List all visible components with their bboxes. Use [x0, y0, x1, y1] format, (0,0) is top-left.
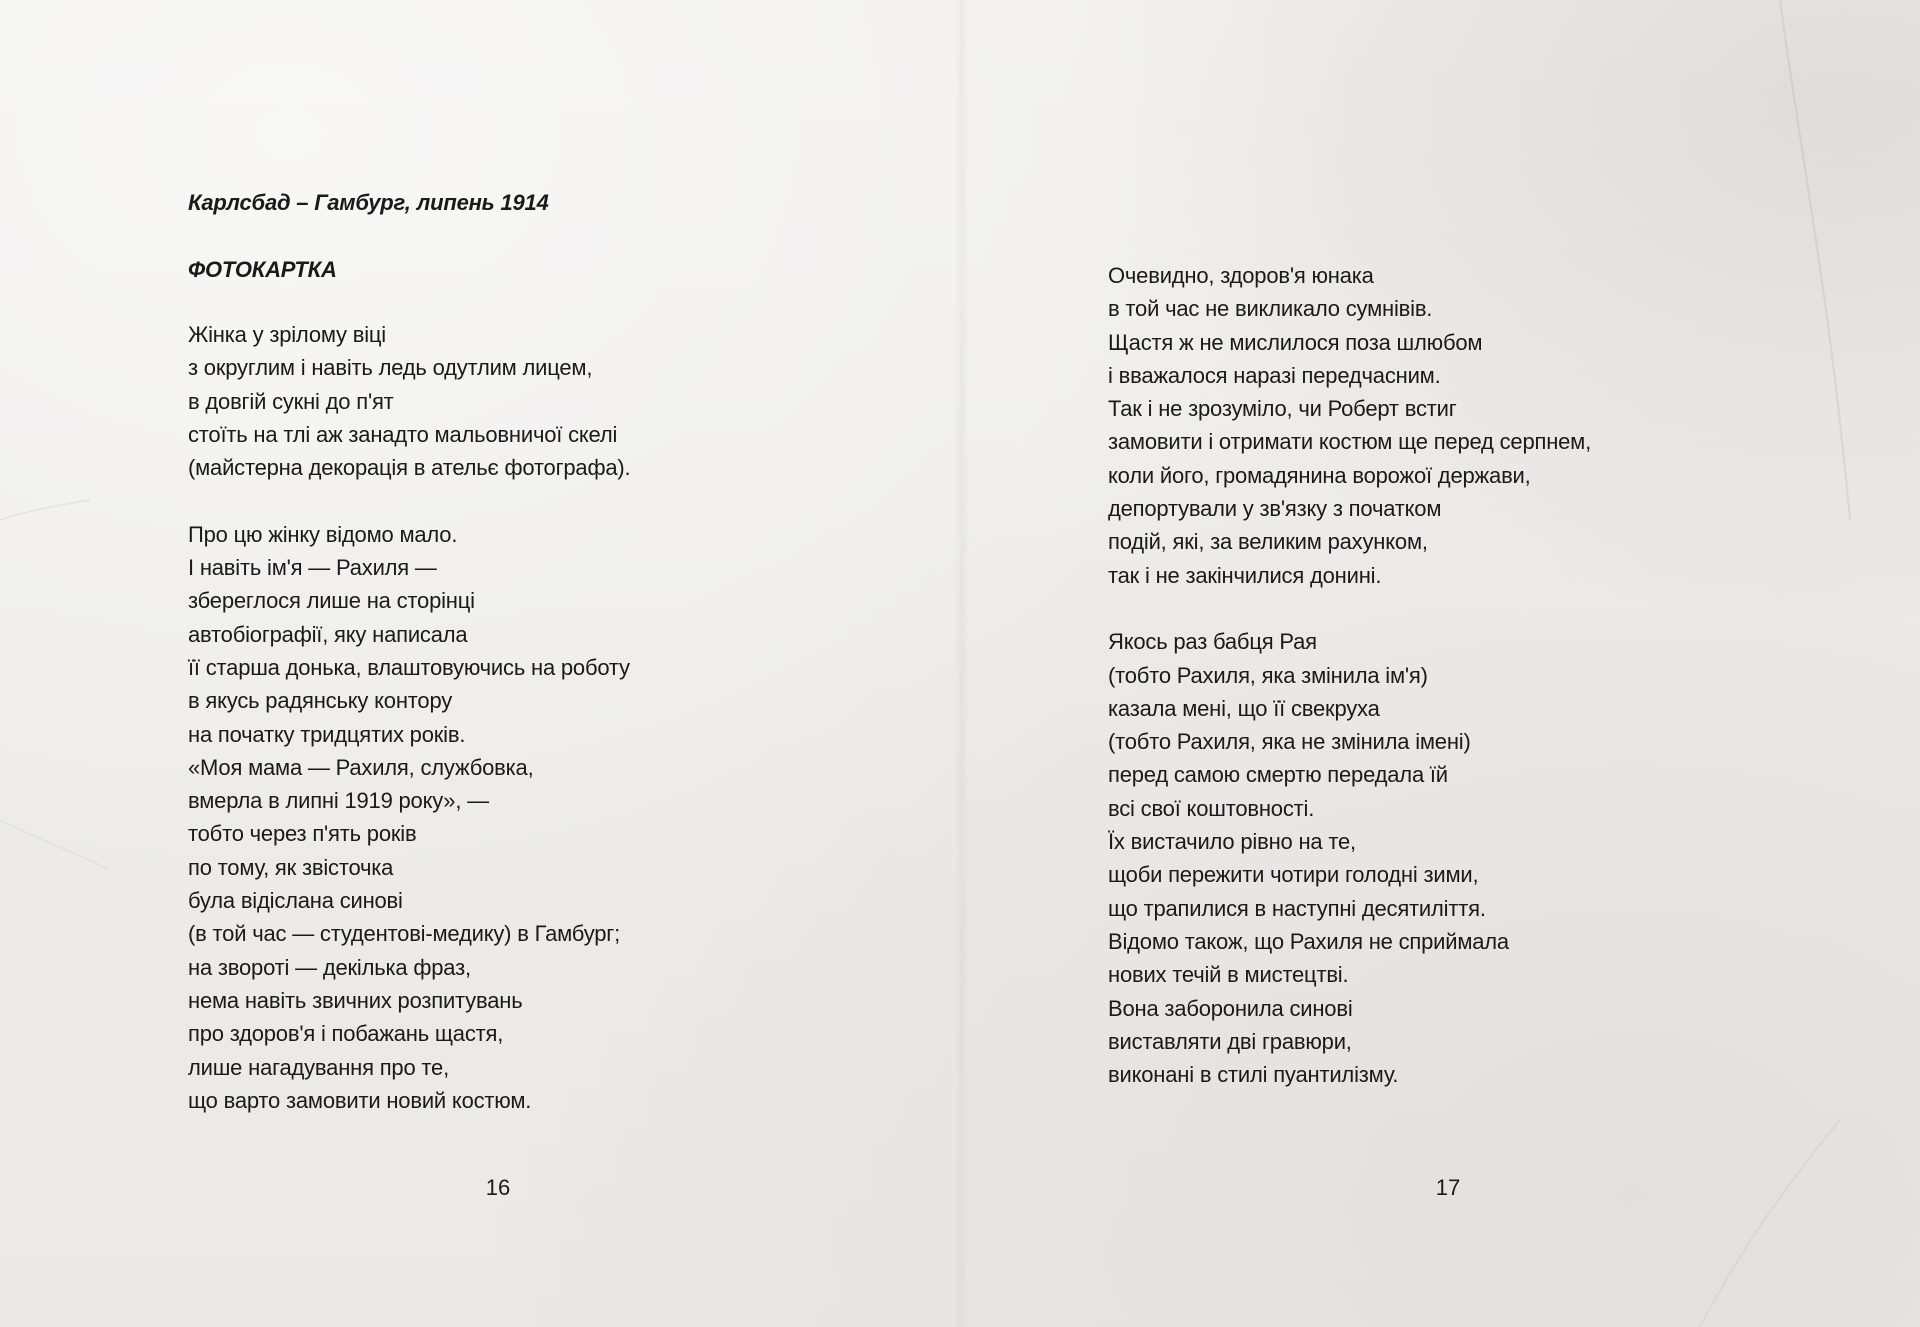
poem-line: (майстерна декорація в ательє фотографа).	[188, 455, 631, 481]
poem-line: збереглося лише на сторінці	[188, 588, 475, 614]
poem-line: її старша донька, влаштовуючись на роботу	[188, 654, 630, 680]
poem-line: депортували у зв'язку з початком	[1108, 496, 1442, 522]
poem-line: що трапилися в наступні десятиліття.	[1108, 895, 1486, 921]
poem-line: в якусь радянську контору	[188, 688, 453, 714]
poem-line: подій, які, за великим рахунком,	[1108, 529, 1428, 555]
poem-line: була відіслана синові	[188, 888, 403, 914]
poem-line: казала мені, що її свекруха	[1108, 695, 1380, 721]
poem-line: щоби пережити чотири голодні зими,	[1108, 862, 1479, 888]
stanza	[188, 518, 630, 1117]
poem-line: що варто замовити новий костюм.	[188, 1087, 532, 1113]
left-poem-body	[188, 318, 630, 1117]
poem-title: ФОТОКАРТКА	[188, 256, 337, 282]
poem-line: всі свої коштовності.	[1108, 795, 1315, 821]
stanza	[1108, 259, 1591, 592]
poem-line: (тобто Рахиля, яка змінила ім'я)	[1108, 662, 1428, 688]
poem-line: Щастя ж не мислилося поза шлюбом	[1108, 329, 1483, 355]
poem-line: Їх вистачило рівно на те,	[1108, 829, 1356, 855]
poem-line: в той час не викликало сумнівів.	[1108, 296, 1433, 322]
stanza-gap	[188, 484, 630, 517]
poem-line: так і не закінчилися донині.	[1108, 562, 1382, 588]
place-date-heading: Карлсбад – Гамбург, липень 1914	[188, 190, 549, 215]
poem-line: стоїть на тлі аж занадто мальовничої скелі	[188, 421, 618, 447]
poem-line: тобто через п'ять років	[188, 821, 417, 847]
poem-line: Відомо також, що Рахиля не сприймала	[1108, 928, 1509, 954]
stanza	[188, 318, 630, 484]
poem-line: в довгій сукні до п'ят	[188, 388, 394, 414]
poem-line: вмерла в липні 1919 року», —	[188, 788, 489, 814]
poem-line: виставляти дві гравюри,	[1108, 1028, 1352, 1054]
poem-line: на початку тридцятих років.	[188, 721, 466, 747]
right-page	[960, 0, 1920, 1327]
left-page-header	[188, 186, 549, 286]
poem-line: Очевидно, здоров'я юнака	[1108, 263, 1374, 288]
stanza-gap	[1108, 592, 1591, 625]
poem-line: Про цю жінку відомо мало.	[188, 521, 458, 547]
page-number: 16	[485, 1175, 511, 1200]
poem-line: перед самою смертю передала їй	[1108, 762, 1448, 788]
poem-line: з округлим і навіть ледь одутлим лицем,	[188, 355, 593, 381]
poem-line: виконані в стилі пуантилізму.	[1108, 1062, 1399, 1088]
poem-line: про здоров'я і побажань щастя,	[188, 1021, 504, 1047]
poem-line: замовити і отримати костюм ще перед серпнем,	[1108, 429, 1592, 455]
poem-line: і вважалося наразі передчасним.	[1108, 362, 1441, 388]
stanza	[1108, 625, 1591, 1091]
poem-line: коли його, громадянина ворожої держави,	[1108, 462, 1531, 488]
poem-line: автобіографії, яку написала	[188, 621, 468, 647]
page-number: 17	[1435, 1175, 1461, 1200]
poem-line: на звороті — декілька фраз,	[188, 954, 471, 980]
poem-line: Жінка у зрілому віці	[188, 322, 386, 347]
poem-line: (в той час — студентові-медику) в Гамбург;	[188, 921, 621, 947]
poem-line: нових течій в мистецтві.	[1108, 962, 1349, 988]
poem-line: Так і не зрозуміло, чи Роберт встиг	[1108, 396, 1457, 422]
poem-line: лише нагадування про те,	[188, 1054, 449, 1080]
poem-line: «Моя мама — Рахиля, службовка,	[188, 754, 534, 780]
poem-line: І навіть ім'я — Рахиля —	[188, 555, 437, 581]
poem-line: нема навіть звичних розпитувань	[188, 987, 523, 1013]
poem-line: Вона заборонила синові	[1108, 995, 1353, 1021]
poem-line: Якось раз бабця Рая	[1108, 629, 1317, 655]
poem-line: по тому, як звісточка	[188, 854, 394, 880]
spacer	[188, 219, 549, 252]
poem-line: (тобто Рахиля, яка не змінила імені)	[1108, 729, 1471, 755]
right-poem-body	[1108, 259, 1591, 1091]
